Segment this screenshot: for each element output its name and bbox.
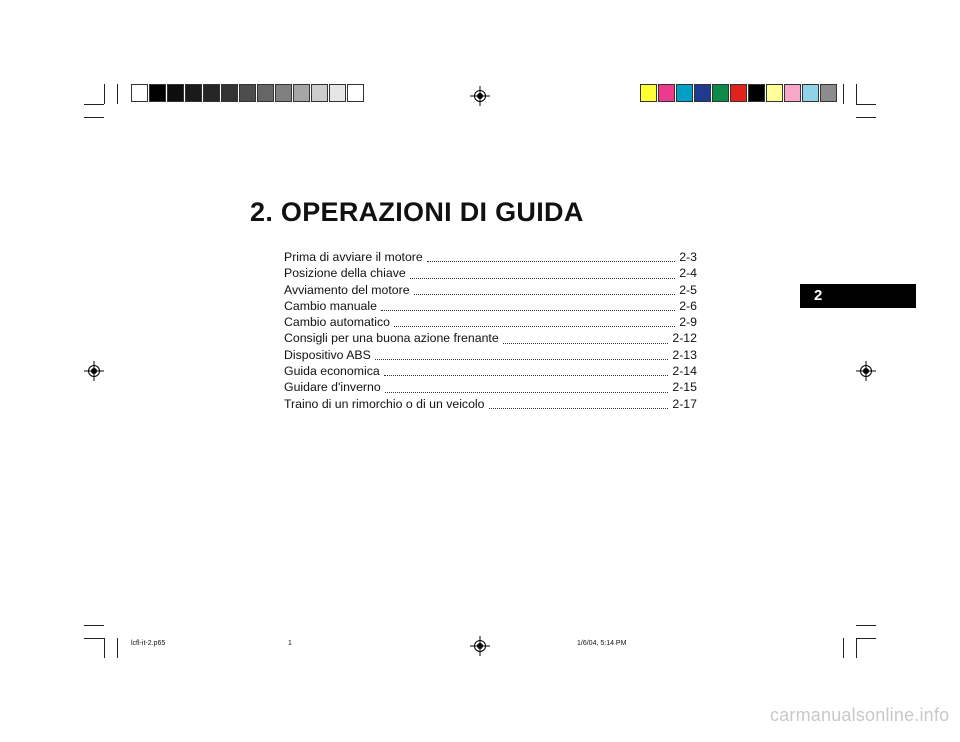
toc-leader-dots	[410, 278, 676, 279]
footer-filename: lcfl-it-2.p65	[131, 640, 166, 647]
crop-mark	[856, 638, 876, 639]
toc-entry[interactable]	[284, 363, 697, 379]
toc-entry-label: Traino di un rimorchio o di un veicolo	[284, 396, 485, 411]
toc-entry[interactable]	[284, 298, 697, 314]
crop-mark	[84, 117, 104, 118]
toc-leader-dots	[384, 375, 669, 376]
toc-entry-label: Dispositivo ABS	[284, 347, 371, 362]
color-swatch	[185, 84, 202, 102]
crop-mark	[856, 625, 876, 626]
toc-entry[interactable]	[284, 314, 697, 330]
toc-entry[interactable]	[284, 330, 697, 346]
registration-target-icon	[470, 636, 490, 656]
toc-entry-page: 2-12	[672, 331, 697, 346]
color-swatch	[347, 84, 364, 102]
toc-entry-page: 2-9	[679, 315, 697, 330]
color-swatch	[676, 84, 693, 102]
toc-leader-dots	[503, 343, 669, 344]
toc-entry-page: 2-13	[672, 347, 697, 362]
toc-entry-page: 2-6	[679, 298, 697, 313]
color-swatch	[311, 84, 328, 102]
toc-entry-label: Posizione della chiave	[284, 266, 406, 281]
crop-mark	[84, 625, 104, 626]
color-swatch	[293, 84, 310, 102]
toc-leader-dots	[394, 326, 675, 327]
toc-entry[interactable]	[284, 396, 697, 412]
table-of-contents	[284, 249, 697, 412]
toc-entry-label: Cambio automatico	[284, 315, 390, 330]
crop-mark	[856, 104, 876, 105]
crop-mark	[856, 84, 857, 104]
crop-mark	[84, 638, 104, 639]
toc-entry-page: 2-5	[679, 282, 697, 297]
grayscale-bar	[131, 84, 365, 102]
crop-mark	[856, 117, 876, 118]
toc-entry-label: Guida economica	[284, 364, 380, 379]
crop-mark	[856, 638, 857, 658]
toc-entry-label: Consigli per una buona azione frenante	[284, 331, 499, 346]
footer-date: 1/6/04, 5:14 PM	[577, 640, 627, 647]
toc-entry-page: 2-14	[672, 364, 697, 379]
color-swatch	[203, 84, 220, 102]
color-swatch	[221, 84, 238, 102]
toc-entry[interactable]	[284, 265, 697, 281]
toc-entry[interactable]	[284, 379, 697, 395]
toc-entry-label: Cambio manuale	[284, 298, 377, 313]
crop-mark	[117, 638, 118, 658]
toc-entry-label: Prima di avviare il motore	[284, 250, 423, 264]
color-swatch	[658, 84, 675, 102]
toc-entry-page: 2-3	[679, 250, 697, 264]
toc-leader-dots	[381, 310, 675, 311]
toc-entry[interactable]	[284, 282, 697, 298]
toc-leader-dots	[375, 359, 669, 360]
color-bar	[640, 84, 838, 102]
toc-entry[interactable]	[284, 347, 697, 363]
crop-mark	[117, 84, 118, 104]
toc-entry-page: 2-4	[679, 266, 697, 281]
watermark: carmanualsonline.info	[770, 705, 950, 725]
color-swatch	[820, 84, 837, 102]
registration-target-icon	[84, 361, 104, 381]
crop-mark	[843, 84, 844, 104]
crop-mark	[843, 638, 844, 658]
color-swatch	[167, 84, 184, 102]
footer-page-number: 1	[288, 640, 292, 647]
toc-entry-label: Guidare d'inverno	[284, 380, 381, 395]
toc-leader-dots	[385, 392, 669, 393]
toc-leader-dots	[414, 294, 676, 295]
crop-mark	[104, 638, 105, 658]
toc-entry-page: 2-15	[672, 380, 697, 395]
color-swatch	[640, 84, 657, 102]
toc-entry[interactable]	[284, 249, 697, 265]
chapter-tab[interactable]: 2	[800, 284, 916, 308]
registration-target-icon	[470, 86, 490, 106]
color-swatch	[275, 84, 292, 102]
color-swatch	[694, 84, 711, 102]
color-swatch	[802, 84, 819, 102]
color-swatch	[257, 84, 274, 102]
color-swatch	[329, 84, 346, 102]
color-swatch	[239, 84, 256, 102]
toc-entry-label: Avviamento del motore	[284, 282, 410, 297]
crop-mark	[84, 104, 104, 105]
color-swatch	[131, 84, 148, 102]
color-swatch	[712, 84, 729, 102]
toc-leader-dots	[427, 261, 675, 262]
chapter-title: 2. OPERAZIONI DI GUIDA	[250, 197, 584, 227]
color-swatch	[748, 84, 765, 102]
registration-target-icon	[856, 361, 876, 381]
toc-leader-dots	[489, 408, 669, 409]
color-swatch	[730, 84, 747, 102]
color-swatch	[766, 84, 783, 102]
crop-mark	[104, 84, 105, 104]
color-swatch	[149, 84, 166, 102]
color-swatch	[784, 84, 801, 102]
toc-entry-page: 2-17	[672, 396, 697, 411]
